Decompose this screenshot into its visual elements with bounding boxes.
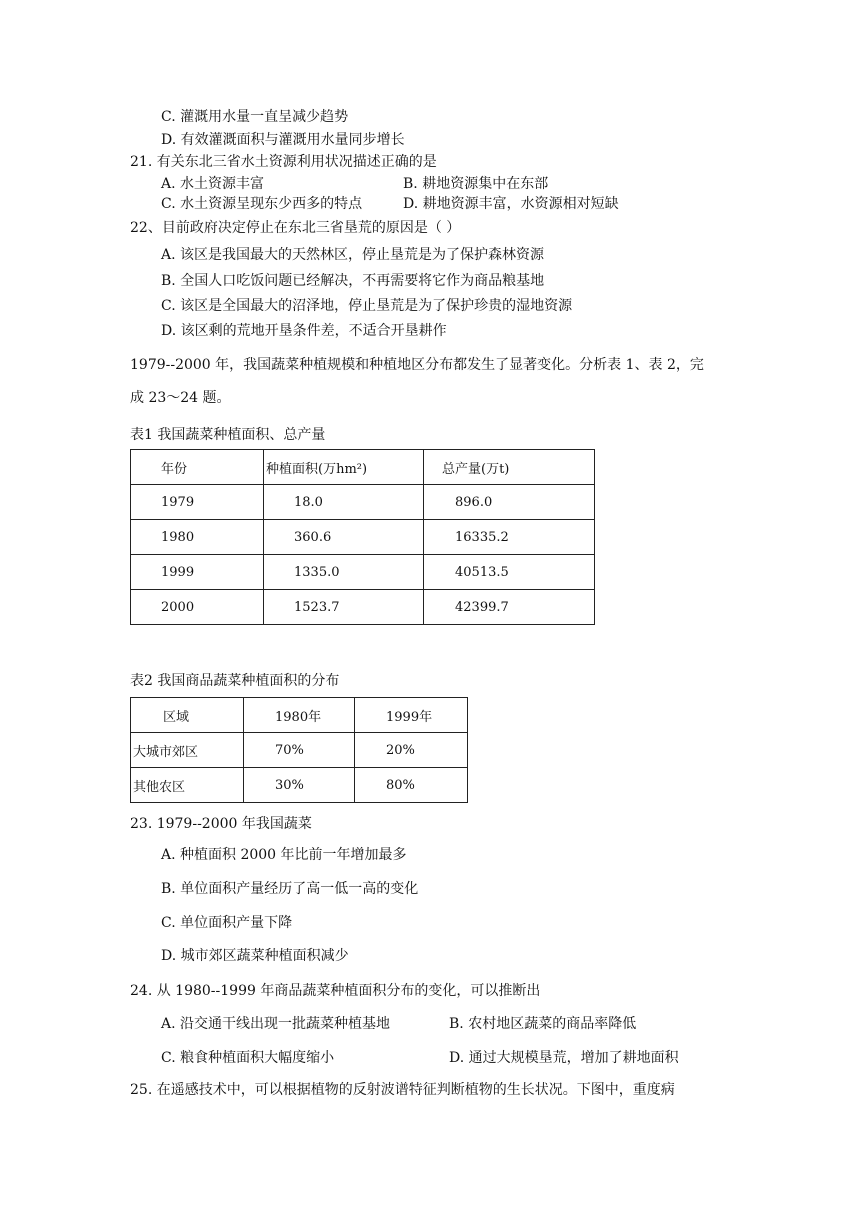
table1 [130, 449, 595, 625]
table2-header-1999: 1999年 [355, 698, 468, 733]
table2-caption: 表2 我国商品蔬菜种植面积的分布 [130, 673, 340, 689]
table1-cell-output: 16335.2 [424, 520, 595, 555]
table1-cell-output: 896.0 [424, 485, 595, 520]
table1-cell-year: 1980 [131, 520, 264, 555]
table1-header-year: 年份 [131, 450, 264, 485]
table2-cell-region: 其他农区 [131, 768, 244, 803]
table-row [131, 590, 595, 625]
table2-header-1980: 1980年 [244, 698, 355, 733]
q20-option-c: C. 灌溉用水量一直呈减少趋势 [161, 109, 349, 125]
table1-header-output: 总产量(万t) [424, 450, 595, 485]
table2-cell-1999: 20% [355, 733, 468, 768]
q21-option-a: A. 水土资源丰富 [161, 176, 265, 192]
intro-line-2: 成 23～24 题。 [130, 390, 231, 406]
q24-option-d: D. 通过大规模垦荒，增加了耕地面积 [449, 1050, 679, 1066]
table2-header-region: 区域 [131, 698, 244, 733]
table1-cell-area: 360.6 [264, 520, 424, 555]
table1-caption: 表1 我国蔬菜种植面积、总产量 [130, 427, 326, 443]
table-row [131, 520, 595, 555]
table2-cell-1980: 70% [244, 733, 355, 768]
table-row [131, 555, 595, 590]
table-row [131, 733, 468, 768]
table1-cell-area: 1523.7 [264, 590, 424, 625]
table2 [130, 697, 468, 803]
table2-cell-region: 大城市郊区 [131, 733, 244, 768]
table1-cell-year: 2000 [131, 590, 264, 625]
q21-stem: 21. 有关东北三省水土资源利用状况描述正确的是 [130, 154, 437, 170]
q23-stem: 23. 1979--2000 年我国蔬菜 [130, 816, 312, 832]
table-row [131, 768, 468, 803]
q21-option-d: D. 耕地资源丰富，水资源相对短缺 [403, 196, 619, 212]
table1-cell-area: 1335.0 [264, 555, 424, 590]
table-row [131, 485, 595, 520]
table1-cell-year: 1999 [131, 555, 264, 590]
table2-header-row [131, 698, 468, 733]
q24-option-b: B. 农村地区蔬菜的商品率降低 [449, 1016, 637, 1032]
q24-option-a: A. 沿交通干线出现一批蔬菜种植基地 [161, 1016, 391, 1032]
table1-cell-output: 42399.7 [424, 590, 595, 625]
q22-option-c: C. 该区是全国最大的沼泽地，停止垦荒是为了保护珍贵的湿地资源 [161, 298, 573, 314]
q24-option-c: C. 粮食种植面积大幅度缩小 [161, 1050, 335, 1066]
q23-option-b: B. 单位面积产量经历了高一低一高的变化 [161, 881, 419, 897]
q25-stem: 25. 在遥感技术中，可以根据植物的反射波谱特征判断植物的生长状况。下图中，重度病 [130, 1082, 675, 1098]
q22-option-d: D. 该区剩的荒地开垦条件差，不适合开垦耕作 [161, 323, 447, 339]
table2-cell-1999: 80% [355, 768, 468, 803]
q23-option-c: C. 单位面积产量下降 [161, 915, 293, 931]
table1-cell-area: 18.0 [264, 485, 424, 520]
q21-option-b: B. 耕地资源集中在东部 [403, 176, 549, 192]
q22-option-b: B. 全国人口吃饭问题已经解决，不再需要将它作为商品粮基地 [161, 273, 545, 289]
table2-cell-1980: 30% [244, 768, 355, 803]
table1-cell-output: 40513.5 [424, 555, 595, 590]
q20-option-d: D. 有效灌溉面积与灌溉用水量同步增长 [161, 132, 405, 148]
q22-stem: 22、目前政府决定停止在东北三省垦荒的原因是（ ） [130, 220, 461, 236]
table1-header-row [131, 450, 595, 485]
q21-option-c: C. 水土资源呈现东少西多的特点 [161, 196, 363, 212]
table1-header-area: 种植面积(万hm²) [264, 450, 424, 485]
table1-cell-year: 1979 [131, 485, 264, 520]
q23-option-d: D. 城市郊区蔬菜种植面积减少 [161, 948, 349, 964]
intro-line-1: 1979--2000 年，我国蔬菜种植规模和种植地区分布都发生了显著变化。分析表 1、表 2，完 [130, 357, 704, 373]
q24-stem: 24. 从 1980--1999 年商品蔬菜种植面积分布的变化，可以推断出 [130, 983, 541, 999]
q22-option-a: A. 该区是我国最大的天然林区，停止垦荒是为了保护森林资源 [161, 247, 545, 263]
q23-option-a: A. 种植面积 2000 年比前一年增加最多 [161, 847, 407, 863]
